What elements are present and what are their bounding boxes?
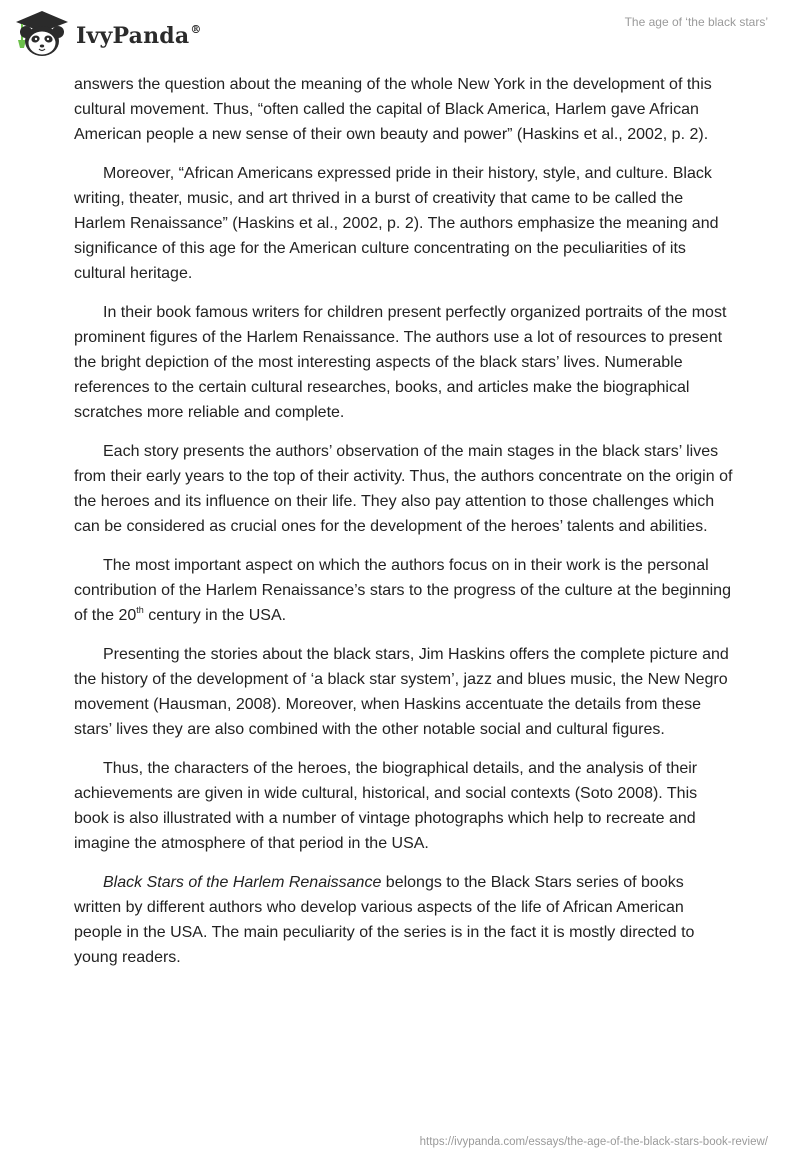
paragraph-6: Presenting the stories about the black stars, Jim Haskins offers the complete picture and the history of the development of ‘a black star system’, jazz and blues music, the New Negro movement (Hausman, 2008). Moreover, when Haskins accentuate the details from these stars’ lives they are also combined with the other notable social and cultural figures. bbox=[74, 646, 729, 738]
document-title: The age of ‘the black stars’ bbox=[624, 15, 768, 29]
logo-wordmark: IvyPanda® bbox=[76, 23, 202, 49]
paragraph-8 bbox=[74, 870, 734, 970]
paragraph-3: In their book famous writers for children present perfectly organized portraits of the most prominent figures of the Harlem Renaissance. The authors use a lot of resources to present the bright depiction of the most interesting aspects of the black stars’ lives. Numerable references to the certain cultural researches, books, and articles make the biographical scratches more reliable and complete. bbox=[74, 304, 727, 421]
paragraph-5-text: The most important aspect on which the authors focus on in their work is the personal contribution of the Harlem Renaissance’s stars to the progress of the culture at the beginning of the 20 bbox=[74, 557, 731, 624]
paragraph-5 bbox=[74, 553, 734, 628]
book-title: Black Stars of the Harlem Renaissance bbox=[103, 874, 382, 891]
panda-graduation-cap-icon bbox=[12, 8, 74, 60]
source-url[interactable]: https://ivypanda.com/essays/the-age-of-the-black-stars-book-review/ bbox=[419, 1136, 768, 1148]
paragraph-8-text: belongs to the Black Stars series of books written by different authors who develop various aspects of the life of African American people in the USA. The main peculiarity of the series is in the fact it is mostly directed to young readers. bbox=[74, 874, 695, 966]
page-header bbox=[0, 0, 800, 70]
essay-body bbox=[74, 72, 734, 984]
paragraph-4: Each story presents the authors’ observation of the main stages in the black stars’ lives from their early years to the top of their activity. Thus, the authors concentrate on the origin of the heroes and its influence on their life. They also pay attention to those challenges which can be considered as crucial ones for the development of the heroes’ talents and abilities. bbox=[74, 443, 733, 535]
paragraph-7: Thus, the characters of the heroes, the biographical details, and the analysis of their achievements are given in wide cultural, historical, and social contexts (Soto 2008). This book is also illustrated with a number of vintage photographs which help to recreate and imagine the atmosphere of that period in the USA. bbox=[74, 760, 698, 852]
paragraph-2: Moreover, “African Americans expressed pride in their history, style, and culture. Black writing, theater, music, and art thrived in a burst of creativity that came to be called the Harlem Renaissance” (Haskins et al., 2002, p. 2). The authors emphasize the meaning and significance of this age for the American culture concentrating on the peculiarities of its cultural heritage. bbox=[74, 165, 719, 282]
paragraph-1: answers the question about the meaning of the whole New York in the development of this cultural movement. Thus, “often called the capital of Black America, Harlem gave African American people a new sense of their own beauty and power” (Haskins et al., 2002, p. 2). bbox=[74, 76, 712, 143]
ivypanda-logo[interactable] bbox=[12, 8, 202, 60]
ordinal-superscript: th bbox=[136, 605, 144, 615]
paragraph-5-text-end: century in the USA. bbox=[143, 607, 287, 624]
